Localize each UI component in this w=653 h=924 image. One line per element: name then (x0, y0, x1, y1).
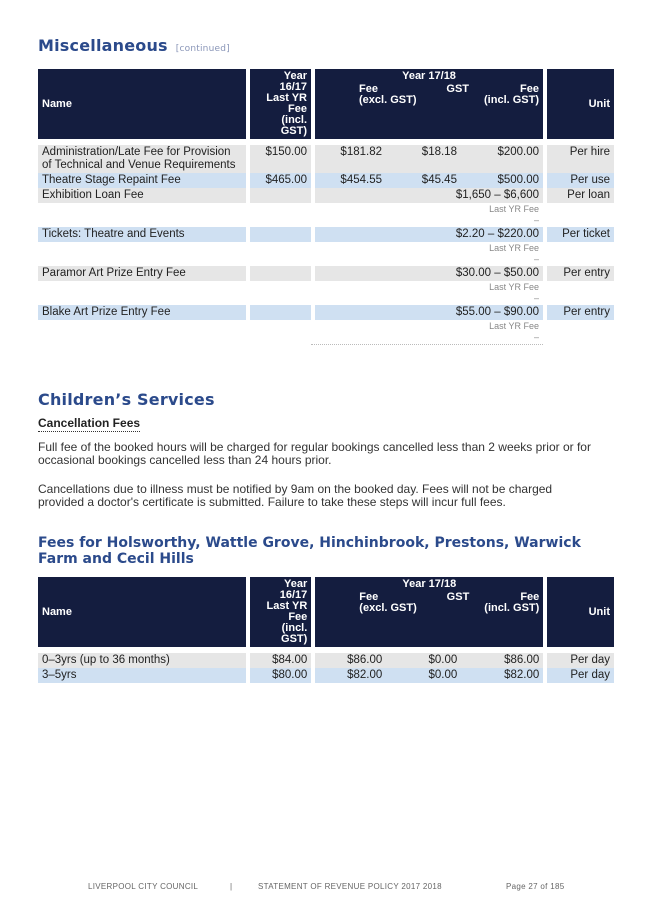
row-unit: Per day (543, 668, 614, 683)
header-fee: Fee (359, 591, 379, 603)
table-note-row (38, 242, 614, 266)
row-fee-range: $2.20 – $220.00 (311, 227, 543, 242)
footer-divider: | (230, 882, 233, 891)
row-last-fee: $150.00 (246, 145, 311, 173)
table-header-row (38, 577, 614, 647)
table-row (38, 145, 614, 173)
cancellation-fees-heading: Cancellation Fees (38, 416, 141, 430)
table-row (38, 227, 614, 242)
table-row (38, 188, 614, 203)
row-fee-incl: $86.00 (461, 653, 543, 668)
row-unit: Per entry (543, 305, 614, 320)
header-unit: Unit (543, 577, 614, 647)
table-note-row (38, 281, 614, 305)
header-year-curr: Year 17/18 (402, 578, 457, 590)
misc-fee-table (38, 69, 614, 345)
row-name: Theatre Stage Repaint Fee (38, 173, 246, 188)
table-row (38, 305, 614, 320)
row-unit: Per use (543, 173, 614, 188)
header-fee-2: Fee (520, 83, 540, 95)
header-year-curr: Year 17/18 (402, 70, 456, 82)
header-fee-excl (319, 592, 419, 614)
table-row (38, 266, 614, 281)
header-last-yr-fee: Last YR Fee (266, 600, 308, 623)
section-title-miscellaneous (38, 36, 230, 55)
table-row (38, 668, 614, 683)
row-fee: $86.00 (311, 653, 386, 668)
header-incl-gst-2: (incl. GST) (484, 94, 540, 106)
children-fee-table (38, 577, 614, 683)
row-last-fee: $465.00 (246, 173, 311, 188)
row-fee: $181.82 (311, 145, 386, 173)
section-title-text: Miscellaneous (38, 36, 168, 55)
fees-locations-title: Fees for Holsworthy, Wattle Grove, Hinchinbrook, Prestons, Warwick Farm and Cecil Hills (38, 535, 581, 567)
row-name: Administration/Late Fee for Provision of Technical and Venue Requirements (38, 145, 246, 173)
header-last-yr (246, 69, 311, 139)
header-incl-gst-2: (incl. GST) (484, 602, 540, 614)
header-incl-gst: (incl. GST) (280, 114, 308, 137)
table-note-row (38, 203, 614, 227)
header-last-yr-fee: Last YR Fee (266, 92, 308, 115)
row-name: 3–5yrs (38, 668, 246, 683)
row-fee: $454.55 (311, 173, 386, 188)
table-row (38, 173, 614, 188)
header-year-prev: Year 16/17 (279, 70, 308, 93)
footer-council: LIVERPOOL CITY COUNCIL (88, 882, 199, 891)
row-fee: $82.00 (311, 668, 386, 683)
row-unit: Per entry (543, 266, 614, 281)
table-row (38, 653, 614, 668)
row-fee-range: $55.00 – $90.00 (311, 305, 543, 320)
table-note-row (38, 320, 614, 345)
footer-page-number: Page 27 of 185 (506, 882, 565, 891)
header-unit: Unit (543, 69, 614, 139)
row-name: Paramor Art Prize Entry Fee (38, 266, 246, 281)
row-fee-range: $1,650 – $6,600 (311, 188, 543, 203)
header-incl-gst: (incl. GST) (281, 622, 308, 645)
row-gst: $45.45 (386, 173, 461, 188)
row-unit: Per day (543, 653, 614, 668)
row-fee-incl: $500.00 (461, 173, 543, 188)
header-year-prev: Year 16/17 (279, 578, 308, 601)
row-last-fee: $84.00 (246, 653, 311, 668)
header-fee-excl (319, 84, 419, 106)
header-current-year (311, 577, 543, 647)
header-name: Name (38, 577, 246, 647)
continued-label: [continued] (175, 44, 230, 54)
header-gst: GST (446, 83, 470, 95)
header-name: Name (38, 69, 246, 139)
section-title-childrens-services: Children’s Services (38, 390, 215, 409)
footer-document-title: STATEMENT OF REVENUE POLICY 2017 2018 (258, 882, 442, 891)
header-gst: GST (446, 591, 470, 603)
row-name: Blake Art Prize Entry Fee (38, 305, 246, 320)
header-last-yr (246, 577, 311, 647)
row-unit: Per loan (543, 188, 614, 203)
cancellation-paragraph-1: Full fee of the booked hours will be charged for regular bookings cancelled less than 2 weeks prior or for occasional bookings cancelled less than 24 hours prior. (38, 440, 591, 467)
row-unit: Per hire (543, 145, 614, 173)
row-gst: $18.18 (386, 145, 461, 173)
row-fee-incl: $200.00 (461, 145, 543, 173)
row-name: Tickets: Theatre and Events (38, 227, 246, 242)
header-excl-gst: (excl. GST) (359, 94, 417, 106)
table-header-row (38, 69, 614, 139)
header-fee: Fee (359, 83, 378, 95)
header-fee-incl (469, 592, 539, 614)
header-current-year (311, 69, 543, 139)
row-unit: Per ticket (543, 227, 614, 242)
row-gst: $0.00 (386, 653, 461, 668)
row-gst: $0.00 (386, 668, 461, 683)
row-fee-incl: $82.00 (461, 668, 543, 683)
last-yr-fee-note: Last YR Fee – (311, 320, 543, 345)
last-yr-fee-note: Last YR Fee – (311, 281, 543, 305)
last-yr-fee-note: Last YR Fee – (311, 203, 543, 227)
row-name: Exhibition Loan Fee (38, 188, 246, 203)
header-excl-gst: (excl. GST) (359, 602, 417, 614)
row-name: 0–3yrs (up to 36 months) (38, 653, 246, 668)
row-last-fee: $80.00 (246, 668, 311, 683)
header-fee-2: Fee (520, 591, 540, 603)
header-fee-incl (469, 84, 539, 106)
cancellation-paragraph-2: Cancellations due to illness must be notified by 9am on the booked day. Fees will not be charged provided a doctor's certificate is submitted. Failure to take these steps will incur full fees. (38, 482, 553, 509)
row-fee-range: $30.00 – $50.00 (311, 266, 543, 281)
last-yr-fee-note: Last YR Fee – (311, 242, 543, 266)
